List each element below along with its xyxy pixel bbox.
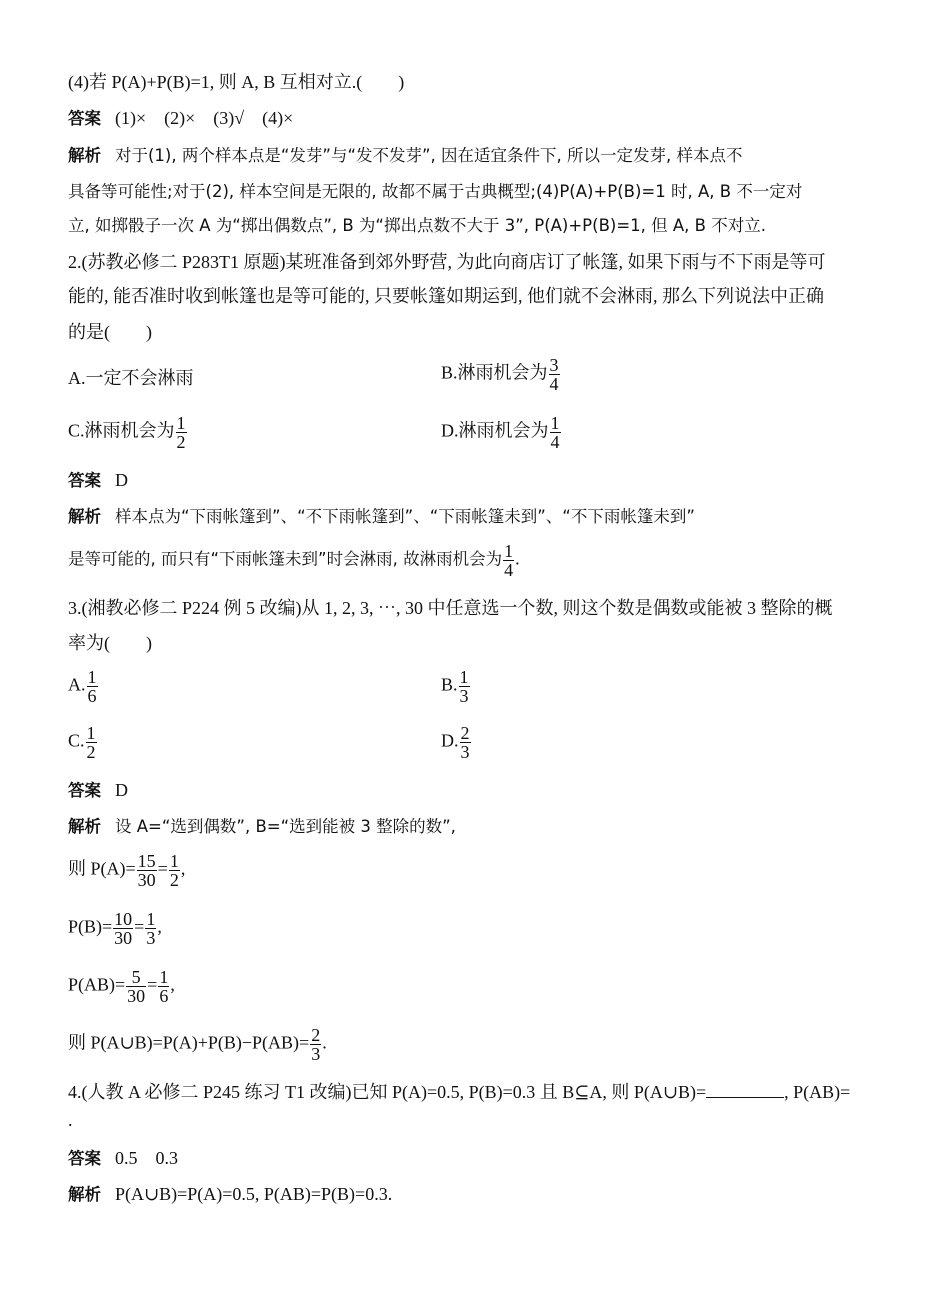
analysis-text: 样本点为“下雨帐篷到”、“不下雨帐篷到”、“下雨帐篷未到”、“不下雨帐篷未到” — [115, 507, 695, 526]
question-3-text: 3.(湘教必修二 P224 例 5 改编)从 1, 2, 3, ⋯, 30 中任意选一个数, 则这个数是偶数或能被 3 整除的概 — [68, 598, 833, 618]
formula-text: 则 P(A∪B)=P(A)+P(B)−P(AB)= — [68, 1032, 310, 1053]
punctuation: . — [322, 1032, 327, 1053]
option-c — [68, 724, 98, 761]
fraction: $\frac{1}{2}$ — [169, 851, 179, 890]
question-4-mid: , P(AB)= — [784, 1082, 851, 1102]
fraction: $\frac{1}{6}$ — [159, 967, 169, 1006]
option-a: A.一定不会淋雨 — [68, 368, 194, 388]
answer-text: D — [115, 780, 128, 800]
option-a — [68, 668, 99, 705]
option-d — [441, 724, 472, 761]
option-c — [68, 414, 188, 451]
fraction: $\frac{1}{2}$ — [176, 413, 186, 452]
formula-text: P(B)= — [68, 916, 113, 937]
analysis-text: 具备等可能性;对于(2), 样本空间是无限的, 故都不属于古典概型;(4)P(A)+P(B)=1 时, A, B 不一定对 — [68, 182, 803, 201]
question-4-text — [68, 1080, 883, 1104]
analysis-text: 对于(1), 两个样本点是“发芽”与“发不发芽”, 因在适宜条件下, 所以一定发芽, 样本点不 — [115, 146, 743, 165]
option-d-label: D. — [441, 730, 459, 751]
answer-label: 答案 — [68, 781, 101, 800]
analysis-row-2b — [68, 542, 883, 579]
option-b — [441, 668, 471, 705]
fraction: $\frac{10}{30}$ — [114, 909, 133, 948]
analysis-text: 是等可能的, 而只有“下雨帐篷未到”时会淋雨, 故淋雨机会为 — [68, 549, 503, 569]
analysis-row-1 — [68, 143, 883, 168]
question-3-text: 率为( ) — [68, 633, 152, 653]
answer-blank[interactable] — [706, 1081, 784, 1098]
fraction: $\frac{2}{3}$ — [311, 1025, 321, 1064]
analysis-text: 立, 如掷骰子一次 A 为“掷出偶数点”, B 为“掷出点数不大于 3”, P(A)+P(B)=1, 但 A, B 不对立. — [68, 216, 766, 235]
answer-row-2 — [68, 468, 883, 493]
punctuation: , — [170, 974, 175, 995]
analysis-label: 解析 — [68, 817, 101, 836]
option-b — [441, 356, 561, 393]
fraction: $\frac{1}{3}$ — [146, 909, 156, 948]
formula-union — [68, 1026, 883, 1063]
punctuation: , — [180, 858, 186, 879]
option-c-label: C.淋雨机会为 — [68, 420, 175, 441]
analysis-label: 解析 — [68, 507, 101, 526]
answer-label: 答案 — [68, 471, 101, 490]
fraction: $\frac{1}{3}$ — [459, 667, 469, 706]
option-b-label: B. — [441, 674, 458, 695]
answer-row-3 — [68, 778, 883, 803]
analysis-row-4 — [68, 1182, 883, 1207]
fraction: $\frac{5}{30}$ — [127, 967, 146, 1006]
question-2-text: 的是( ) — [68, 322, 152, 342]
fraction: $\frac{15}{30}$ — [137, 851, 156, 890]
fraction: $\frac{3}{4}$ — [549, 355, 559, 394]
question-4-text: . — [68, 1110, 73, 1130]
fraction: $\frac{1}{2}$ — [86, 723, 96, 762]
answer-label: 答案 — [68, 109, 101, 128]
formula-pb: P(B)= $\frac{10}{30}$ = $\frac{1}{3}$ , — [68, 909, 162, 948]
question-2-text: 能的, 能否准时收到帐篷也是等可能的, 只要帐篷如期运到, 他们就不会淋雨, 那么下列说法中正确 — [68, 286, 824, 306]
option-d — [441, 414, 562, 451]
analysis-text: P(A∪B)=P(A)=0.5, P(AB)=P(B)=0.3. — [115, 1184, 393, 1204]
formula-text: 则 P(A)= — [68, 858, 136, 879]
fraction: $\frac{1}{6}$ — [87, 667, 97, 706]
answer-row-4 — [68, 1146, 883, 1171]
option-b-label: B.淋雨机会为 — [441, 362, 548, 383]
analysis-text: 设 A=“选到偶数”, B=“选到能被 3 整除的数”, — [115, 817, 456, 836]
fraction: $\frac{2}{3}$ — [460, 723, 470, 762]
formula-text: P(AB)= — [68, 974, 126, 995]
option-a-label: A. — [68, 674, 86, 695]
analysis-row-3 — [68, 814, 883, 839]
question-2-text: 2.(苏教必修二 P283T1 原题)某班准备到郊外野营, 为此向商店订了帐篷, 如果下雨与不下雨是等可 — [68, 252, 826, 272]
answer-text: D — [115, 470, 128, 490]
option-c-label: C. — [68, 730, 85, 751]
answer-text: 0.5 0.3 — [115, 1148, 178, 1168]
punctuation: . — [515, 548, 520, 569]
analysis-label: 解析 — [68, 1185, 101, 1204]
formula-pab: P(AB)= $\frac{5}{30}$ = $\frac{1}{6}$ , — [68, 967, 175, 1006]
option-d-label: D.淋雨机会为 — [441, 420, 549, 441]
question-4-prefix: 4.(人教 A 必修二 P245 练习 T1 改编)已知 P(A)=0.5, P(B)=0.3 且 B⊆A, 则 P(A∪B)= — [68, 1082, 707, 1102]
fraction: $\frac{1}{4}$ — [550, 413, 560, 452]
formula-pa: 则 P(A)= $\frac{15}{30}$ = $\frac{1}{2}$ , — [68, 851, 186, 890]
analysis-row-2 — [68, 504, 883, 529]
answer-label: 答案 — [68, 1149, 101, 1168]
fraction: $\frac{1}{4}$ — [504, 541, 514, 580]
item-4-statement: (4)若 P(A)+P(B)=1, 则 A, B 互相对立.( ) — [68, 72, 405, 92]
answer-text: (1)× (2)× (3)√ (4)× — [115, 108, 294, 128]
answer-row-1 — [68, 106, 883, 131]
punctuation: , — [157, 916, 162, 937]
analysis-label: 解析 — [68, 146, 101, 165]
